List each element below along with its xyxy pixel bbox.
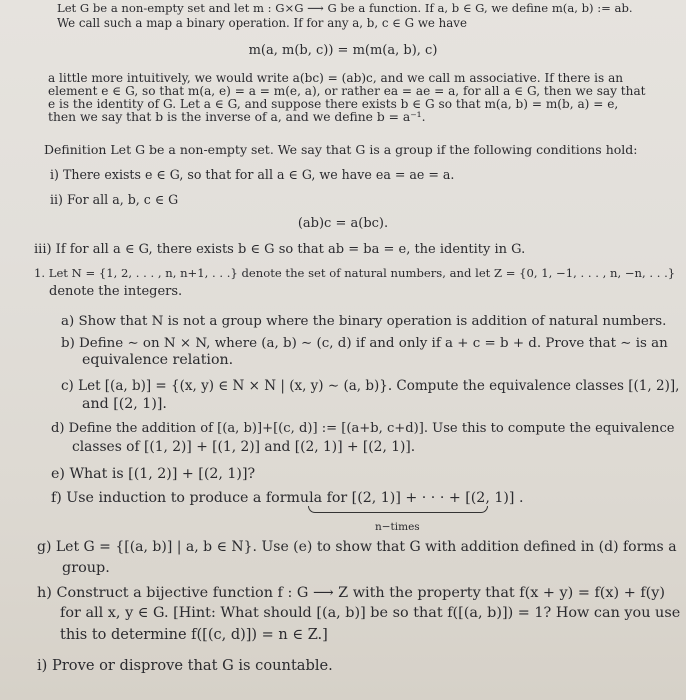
part-c-line-2: and [(2, 1)].: [82, 396, 167, 412]
part-g-line-2: group.: [62, 560, 110, 576]
problem-1-line-2: denote the integers.: [49, 284, 183, 299]
group-definition: Definition Let G be a non-empty set. We say that G is a group if the following conditions hold:: [44, 142, 638, 157]
part-e: e) What is [(1, 2)] + [(2, 1)]?: [51, 466, 256, 482]
intro-line-4: element e ∈ G, so that m(a, e) = a = m(e, a), or rather ea = ae = a, for all a ∈ G, then we say that: [48, 84, 646, 98]
part-g-line-1: g) Let G = {[(a, b)] | a, b ∈ N}. Use (e) to show that G with addition defined in (d) forms a: [37, 539, 677, 555]
intro-line-1: Let G be a non-empty set and let m : G×G ⟶ G be a function. If a, b ∈ G, we define m(a, b) := ab.: [57, 1, 633, 15]
part-b-line-2: equivalence relation.: [82, 352, 234, 368]
intro-line-3: a little more intuitively, we would write a(bc) = (ab)c, and we call m associative. If there is an: [48, 71, 624, 85]
part-d-line-1: d) Define the addition of [(a, b)]+[(c, d)] := [(a+b, c+d)]. Use this to compute the equivalence: [51, 421, 675, 436]
problem-1-line-1: 1. Let N = {1, 2, . . . , n, n+1, . . .} denote the set of natural numbers, and let Z = {0, 1, −1, . . . , n, −n, . . .}: [34, 266, 676, 280]
n-times-underbrace: [308, 506, 488, 513]
intro-line-2: We call such a map a binary operation. If for any a, b, c ∈ G we have: [57, 16, 467, 30]
intro-line-5: e is the identity of G. Let a ∈ G, and suppose there exists b ∈ G so that m(a, b) = m(b, a) = e,: [48, 97, 619, 111]
condition-ii: ii) For all a, b, c ∈ G: [50, 192, 179, 207]
condition-i: i) There exists e ∈ G, so that for all a ∈ G, we have ea = ae = a.: [50, 167, 455, 182]
part-b-line-1: b) Define ∼ on N × N, where (a, b) ∼ (c, d) if and only if a + c = b + d. Prove that ∼ is an: [61, 336, 668, 351]
part-d-line-2: classes of [(1, 2)] + [(1, 2)] and [(2, 1)] + [(2, 1)].: [72, 439, 416, 455]
part-c-line-1: c) Let [(a, b)] = {(x, y) ∈ N × N | (x, y) ∼ (a, b)}. Compute the equivalence classes [(1, 2)],: [61, 378, 680, 394]
part-h-line-2: for all x, y ∈ G. [Hint: What should [(a, b)] be so that f([(a, b)]) = 1? How can you use: [60, 605, 681, 621]
intro-line-6: then we say that b is the inverse of a, and we define b = a⁻¹.: [48, 110, 426, 124]
associativity-equation: m(a, m(b, c)) = m(m(a, b), c): [248, 43, 438, 58]
part-f: f) Use induction to produce a formula for [(2, 1)] + · · · + [(2, 1)] .: [51, 490, 524, 506]
n-times-label: n−times: [375, 521, 420, 533]
part-a: a) Show that N is not a group where the binary operation is addition of natural numbers.: [61, 314, 667, 329]
part-h-line-3: this to determine f([(c, d)]) = n ∈ Z.]: [60, 627, 328, 643]
part-h-line-1: h) Construct a bijective function f : G ⟶ Z with the property that f(x + y) = f(x) + f(y): [37, 585, 666, 601]
part-i: i) Prove or disprove that G is countable.: [37, 657, 333, 674]
condition-iii: iii) If for all a ∈ G, there exists b ∈ G so that ab = ba = e, the identity in G.: [34, 242, 526, 257]
condition-ii-equation: (ab)c = a(bc).: [297, 216, 389, 231]
